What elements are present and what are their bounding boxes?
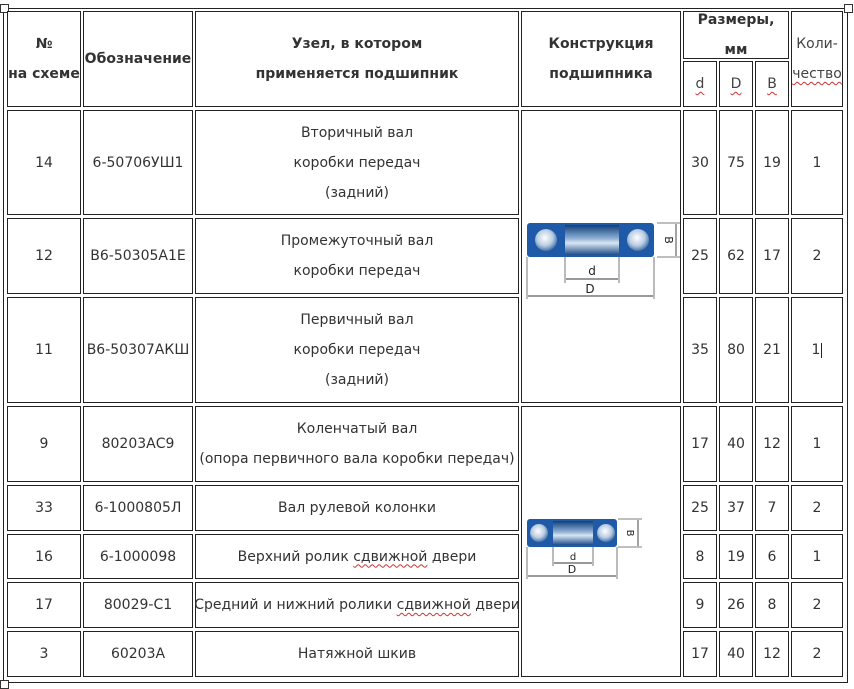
row-12-d: 25 (683, 218, 717, 294)
header-quantity (791, 11, 843, 107)
row-14-qty: 1 (791, 110, 843, 215)
row-14-D: 75 (719, 110, 753, 215)
row-17-no: 17 (7, 582, 81, 628)
text-cursor (821, 343, 822, 358)
row-9-unit (195, 406, 519, 482)
header-unit-line1: Узел, в котором (291, 36, 423, 52)
row-14-unit (195, 110, 519, 215)
row-14-unit-line3: (задний) (325, 184, 389, 201)
row-33-qty: 2 (791, 485, 843, 531)
row-33-designation: 6-1000805Л (83, 485, 193, 531)
row-11-qty-value: 1 (811, 342, 821, 358)
row-12-D: 62 (719, 218, 753, 294)
row-17-qty: 2 (791, 582, 843, 628)
construction-cell-large (521, 110, 681, 403)
row-11-designation: В6-50307АКШ (83, 297, 193, 403)
row-12-no: 12 (7, 218, 81, 294)
svg-text:D: D (585, 282, 595, 296)
row-16-designation: 6-1000098 (83, 534, 193, 579)
header-dim-B: B (755, 61, 789, 107)
svg-text:B: B (662, 236, 675, 244)
row-16-B: 6 (755, 534, 789, 579)
row-12-unit-line1: Промежуточный вал (280, 233, 434, 249)
row-33-D: 37 (719, 485, 753, 531)
row-11-B: 21 (755, 297, 789, 403)
row-16-unit-pre: Верхний ролик (237, 548, 354, 565)
row-12-qty: 2 (791, 218, 843, 294)
row-3-no: 3 (7, 631, 81, 677)
row-3-D: 40 (719, 631, 753, 677)
header-unit-line2: применяется подшипник (255, 66, 459, 82)
header-construction (521, 11, 681, 107)
row-33-no: 33 (7, 485, 81, 531)
header-construction-line1: Конструкция (548, 36, 654, 52)
row-17-unit-post: двери (470, 597, 520, 613)
row-14-unit-line1: Вторичный вал (300, 124, 414, 141)
row-9-d: 17 (683, 406, 717, 482)
row-9-qty: 1 (791, 406, 843, 482)
row-16-D: 19 (719, 534, 753, 579)
row-14-B: 19 (755, 110, 789, 215)
header-construction-line2: подшипника (549, 66, 653, 82)
row-17-B: 8 (755, 582, 789, 628)
row-14-designation: 6-50706УШ1 (83, 110, 193, 215)
header-dim-D: D (719, 61, 753, 107)
row-11-no: 11 (7, 297, 81, 403)
row-16-unit-misspelled: сдвижной (353, 548, 428, 565)
row-11-d: 35 (683, 297, 717, 403)
header-no (7, 11, 81, 107)
row-9-designation: 80203АС9 (83, 406, 193, 482)
bearing-diagram-small (524, 517, 644, 579)
row-14-unit-line2: коробки передач (293, 154, 421, 171)
row-17-unit (195, 582, 519, 628)
row-9-D: 40 (719, 406, 753, 482)
row-11-D: 80 (719, 297, 753, 403)
row-16-unit-post: двери (427, 548, 477, 565)
row-16-no: 16 (7, 534, 81, 579)
table-resize-handle-bottom-left[interactable] (0, 680, 9, 689)
row-16-d: 8 (683, 534, 717, 579)
row-11-unit-line2: коробки передач (293, 342, 421, 358)
svg-text:B: B (624, 529, 635, 537)
row-17-unit-pre: Средний и нижний ролики (194, 597, 397, 613)
row-33-unit: Вал рулевой колонки (195, 485, 519, 531)
header-unit (195, 11, 519, 107)
row-16-unit (195, 534, 519, 579)
row-17-designation: 80029-С1 (83, 582, 193, 628)
row-12-unit (195, 218, 519, 294)
row-14-d: 30 (683, 110, 717, 215)
row-11-qty[interactable] (791, 297, 843, 403)
row-3-d: 17 (683, 631, 717, 677)
row-9-unit-line1: Коленчатый вал (296, 421, 418, 437)
row-14-no: 14 (7, 110, 81, 215)
header-designation: Обозначение (83, 11, 193, 107)
bearing-diagram-large (524, 219, 680, 299)
row-9-unit-line2: (опора первичного вала коробки передач) (199, 451, 515, 467)
header-dimensions: Размеры, мм (683, 11, 789, 59)
row-3-qty: 2 (791, 631, 843, 677)
svg-text:d: d (569, 552, 577, 563)
row-16-qty: 1 (791, 534, 843, 579)
header-no-line2: на схеме (8, 66, 80, 82)
row-33-B: 7 (755, 485, 789, 531)
row-9-B: 12 (755, 406, 789, 482)
table-resize-handle-top-right[interactable] (844, 4, 853, 13)
svg-text:d: d (588, 264, 596, 278)
header-dim-d: d (683, 61, 717, 107)
row-12-unit-line2: коробки передач (293, 263, 421, 279)
row-17-unit-misspelled: сдвижной (396, 597, 471, 613)
row-17-D: 26 (719, 582, 753, 628)
row-3-unit: Натяжной шкив (195, 631, 519, 677)
svg-text:D: D (567, 563, 577, 576)
row-3-B: 12 (755, 631, 789, 677)
row-11-unit-line1: Первичный вал (300, 312, 414, 328)
row-33-d: 25 (683, 485, 717, 531)
row-12-B: 17 (755, 218, 789, 294)
row-11-unit-line3: (задний) (325, 372, 389, 388)
row-9-no: 9 (7, 406, 81, 482)
header-quantity-line2: чество (792, 66, 842, 82)
header-no-line1: № (35, 36, 53, 52)
construction-cell-small (521, 406, 681, 677)
header-quantity-line1: Коли- (796, 36, 838, 52)
row-12-designation: В6-50305А1Е (83, 218, 193, 294)
row-3-designation: 60203А (83, 631, 193, 677)
row-11-unit (195, 297, 519, 403)
row-17-d: 9 (683, 582, 717, 628)
